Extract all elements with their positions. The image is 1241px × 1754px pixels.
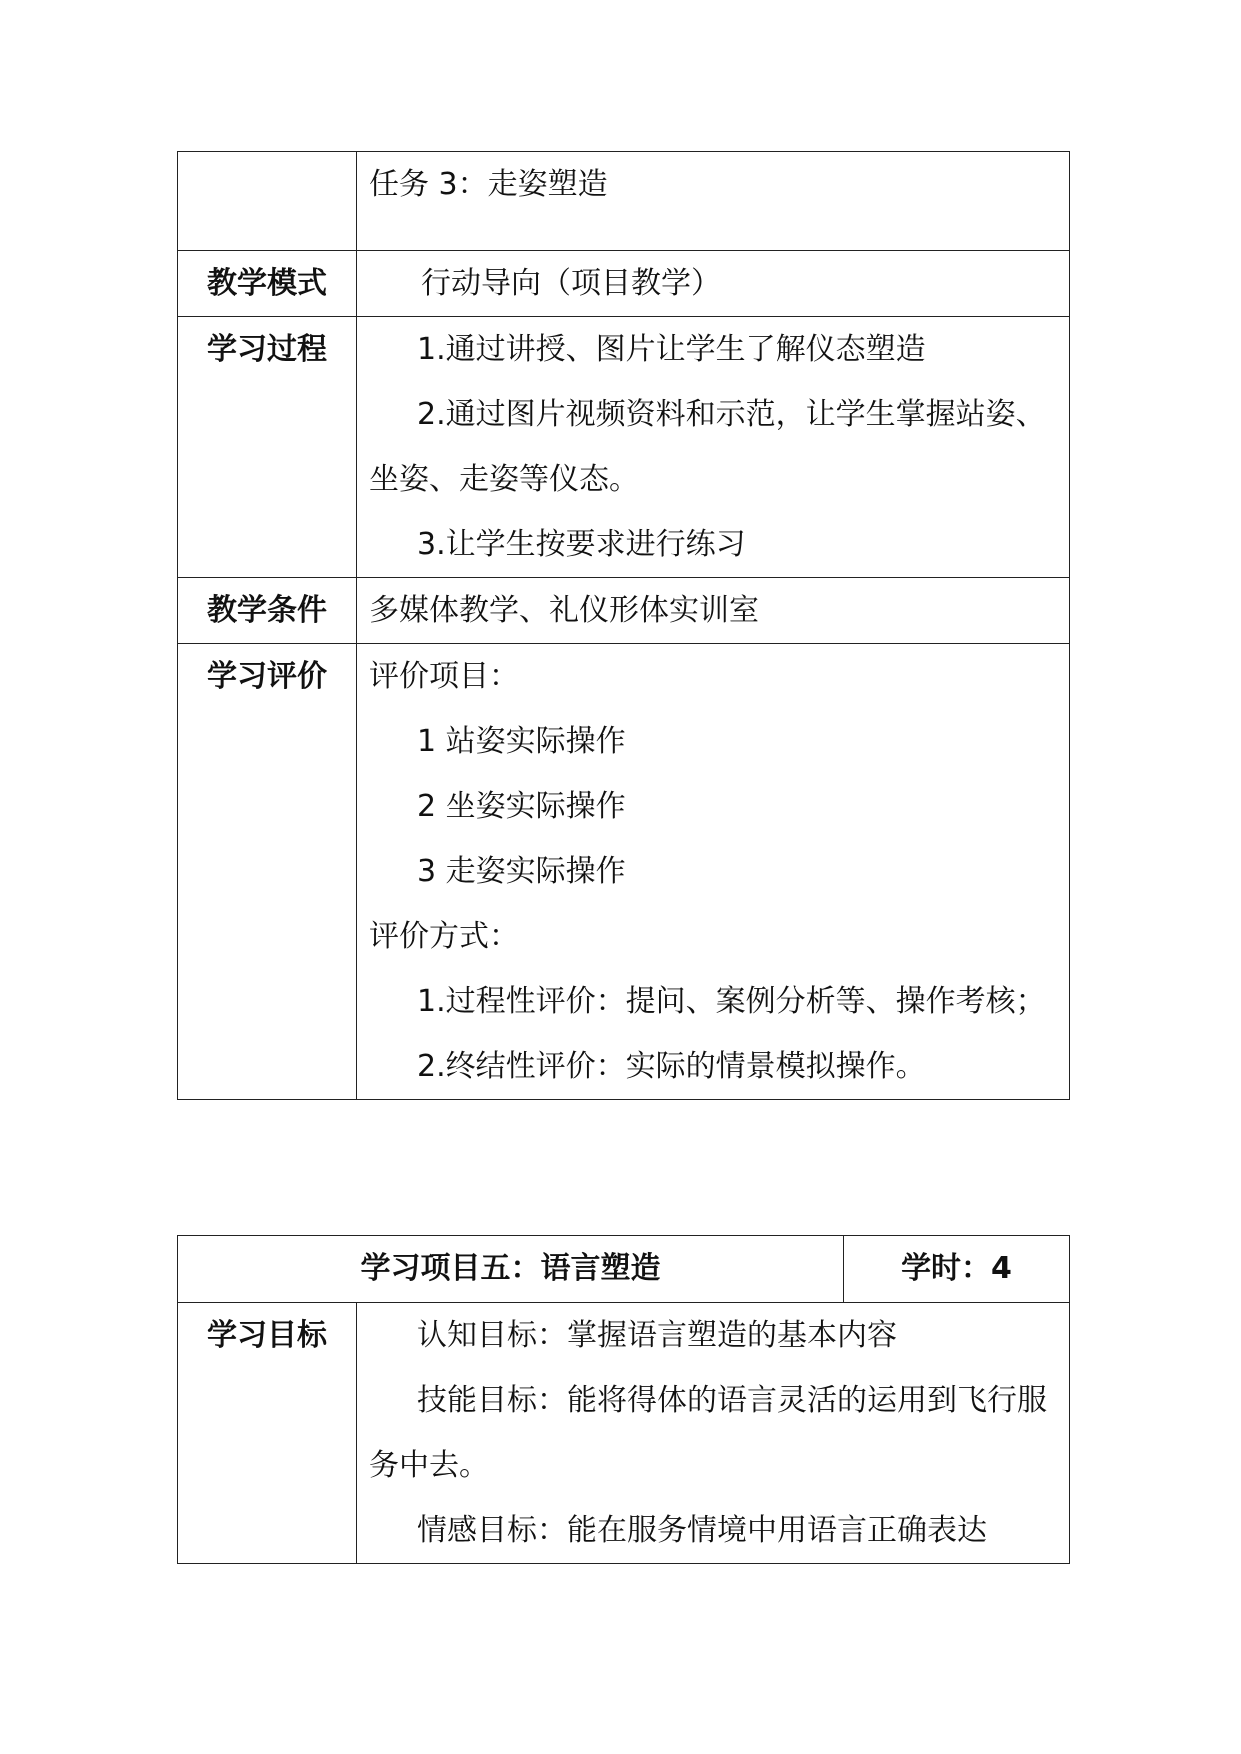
course-table-project5 (177, 1235, 1070, 1564)
goal-skill: 技能目标：能将得体的语言灵活的运用到飞行服务中去。 (369, 1383, 1047, 1483)
evaluation-item-3: 3 走姿实际操作 (417, 854, 626, 889)
learning-evaluation-row (178, 644, 1070, 1100)
evaluation-item-2: 2 坐姿实际操作 (417, 789, 626, 824)
course-table-task3 (177, 151, 1070, 1100)
evaluation-items-title: 评价项目： (369, 659, 519, 694)
task-row (178, 152, 1070, 251)
task-label-cell (178, 152, 357, 251)
teaching-conditions-value: 多媒体教学、礼仪形体实训室 (357, 578, 1070, 644)
learning-goals-content (357, 1303, 1070, 1564)
project-title: 学习项目五：语言塑造 (178, 1236, 844, 1303)
task-title: 任务 3：走姿塑造 (357, 152, 1070, 251)
teaching-mode-value: 行动导向（项目教学） (421, 266, 721, 301)
learning-process-content (357, 317, 1070, 578)
project-header-row (178, 1236, 1070, 1303)
project-hours: 学时：4 (844, 1236, 1070, 1303)
teaching-conditions-row (178, 578, 1070, 644)
evaluation-method-2: 2.终结性评价：实际的情景模拟操作。 (417, 1049, 926, 1084)
learning-process-row (178, 317, 1070, 578)
teaching-mode-value-cell (357, 251, 1070, 317)
learning-process-label: 学习过程 (178, 317, 357, 578)
evaluation-method-1: 1.过程性评价：提问、案例分析等、操作考核； (417, 984, 1046, 1019)
process-step-1: 1.通过讲授、图片让学生了解仪态塑造 (417, 332, 926, 367)
learning-goals-label: 学习目标 (178, 1303, 357, 1564)
goal-emotional: 情感目标：能在服务情境中用语言正确表达 (417, 1513, 987, 1548)
teaching-mode-label: 教学模式 (178, 251, 357, 317)
learning-evaluation-label: 学习评价 (178, 644, 357, 1100)
process-step-2: 2.通过图片视频资料和示范，让学生掌握站姿、坐姿、走姿等仪态。 (369, 397, 1046, 497)
learning-goals-row (178, 1303, 1070, 1564)
evaluation-methods-title: 评价方式： (369, 919, 519, 954)
evaluation-item-1: 1 站姿实际操作 (417, 724, 626, 759)
learning-evaluation-content (357, 644, 1070, 1100)
teaching-conditions-label: 教学条件 (178, 578, 357, 644)
teaching-mode-row (178, 251, 1070, 317)
goal-cognitive: 认知目标：掌握语言塑造的基本内容 (417, 1318, 897, 1353)
process-step-3: 3.让学生按要求进行练习 (417, 527, 746, 562)
